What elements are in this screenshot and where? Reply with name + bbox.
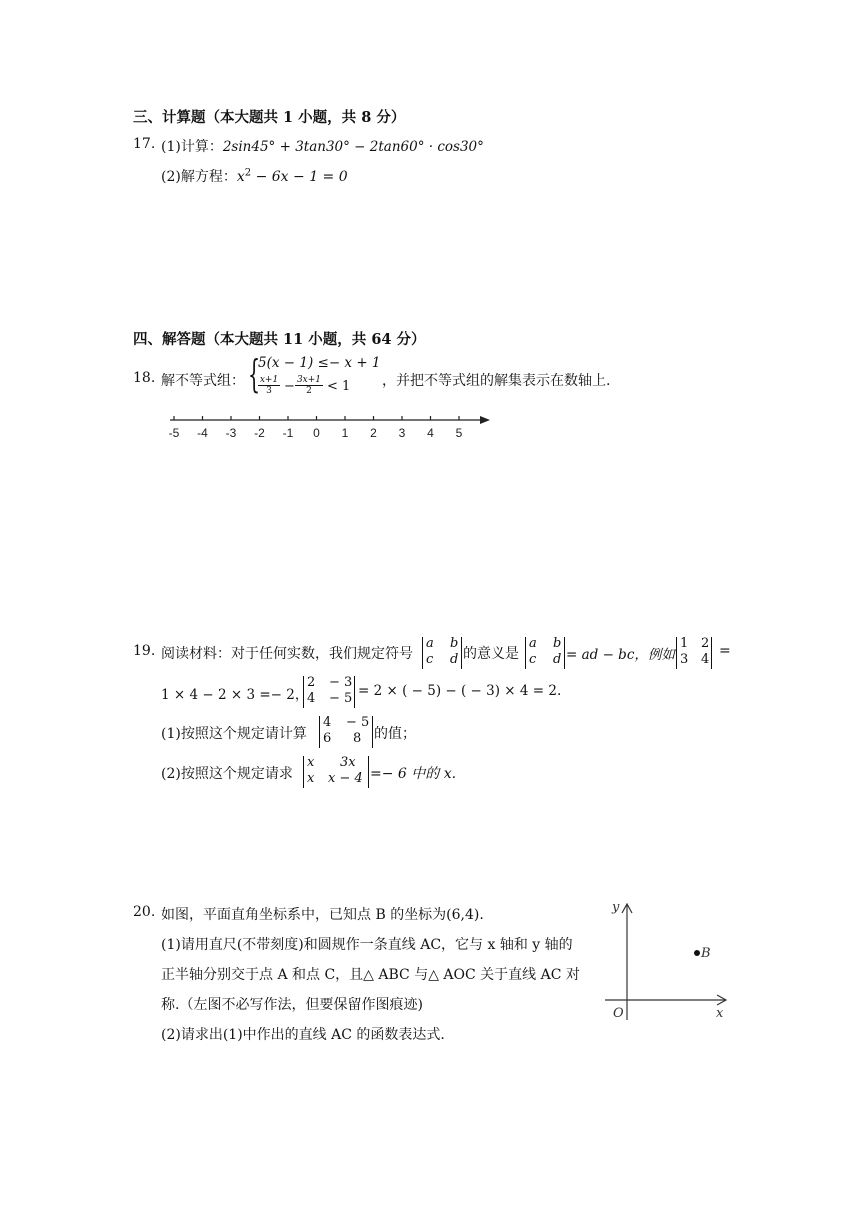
ex-b: 2: [701, 636, 710, 651]
section-4-header: 四、解答题（本大题共 11 小题，共 64 分）: [133, 331, 426, 348]
ex-a: 1: [680, 636, 689, 651]
q20-line4: 称.（左图不必写作法，但要保留作图痕迹): [161, 997, 423, 1013]
number-line-tick-label: -4: [197, 426, 208, 440]
q19-example2-det: [303, 676, 355, 708]
ex2-d: − 5: [329, 691, 353, 706]
q18-inequality-1: 5(x − 1) ≤− x + 1: [258, 355, 381, 371]
p1-d: 8: [353, 731, 362, 746]
q19-line1-text-b: 的意义是: [463, 646, 519, 662]
q17-part1-label: (1)计算：: [161, 139, 223, 155]
q19-line1-end: =: [719, 643, 731, 659]
q19-part1-text-a: (1)按照这个规定请计算: [161, 726, 307, 742]
number-line-arrow: [480, 416, 490, 424]
def-c: c: [529, 652, 537, 667]
q20-line1: 如图，平面直角坐标系中，已知点 B 的坐标为(6,4).: [161, 907, 484, 923]
p2-d: x − 4: [328, 771, 363, 786]
q17-part2-exponent: 2: [244, 167, 252, 179]
q18-minus: −: [284, 379, 295, 394]
def-d: d: [553, 652, 562, 667]
p2-a: x: [307, 755, 315, 770]
number-line-tick-label: -5: [168, 426, 180, 440]
q20-line2: (1)请用直尺(不带刻度)和圆规作一条直线 AC，它与 x 轴和 y 轴的: [161, 937, 573, 953]
q18-fraction-1: [258, 375, 280, 396]
p1-a: 4: [323, 715, 332, 730]
ex2-a: 2: [307, 675, 316, 690]
y-axis-label: y: [612, 900, 620, 915]
q17-part2: [161, 166, 348, 186]
q17-part2-rest: − 6x − 1 = 0: [251, 169, 348, 185]
q19-definition-det: [525, 637, 565, 669]
q18-fraction-2-numerator: 3x+1: [296, 375, 322, 385]
number-line-tick-label: -2: [254, 426, 265, 440]
q20-line3: 正半轴分别交于点 A 和点 C，且△ ABC 与△ AOC 关于直线 AC 对: [161, 967, 580, 983]
q18-number-line: [160, 410, 500, 440]
q19-part2-text-b: =− 6 中的 x.: [370, 766, 457, 782]
number-line-tick-label: 1: [341, 426, 349, 440]
q19-line1-text-c: = ad − bc，例如: [566, 647, 675, 663]
q17-part2-label: (2)解方程：: [161, 169, 237, 185]
q19-line1-text-a: 阅读材料：对于任何实数，我们规定符号: [161, 646, 413, 662]
number-line-tick-label: 4: [427, 426, 434, 440]
p2-c: x: [307, 771, 315, 786]
ex-c: 3: [680, 652, 689, 667]
q18-fraction-1-denominator: 3: [266, 386, 272, 396]
p2-b: 3x: [340, 755, 356, 770]
q18-inequality-2-tail: < 1: [327, 379, 351, 394]
x-axis-label: x: [716, 1006, 724, 1021]
ex2-c: 4: [307, 691, 316, 706]
number-line-tick-label: 0: [313, 426, 320, 440]
number-line-tick-label: -1: [282, 426, 294, 440]
q19-example-det: [676, 637, 712, 669]
q19-part2-det: [303, 756, 369, 788]
q17-number: 17.: [133, 136, 156, 152]
q19-part1-det: [319, 716, 373, 748]
q18-fraction-1-numerator: x+1: [259, 375, 279, 385]
q18-lead: 解不等式组：: [161, 373, 245, 389]
q20-coordinate-figure: [600, 895, 740, 1025]
q17-part1: [161, 136, 484, 156]
det-c: c: [426, 652, 434, 667]
q19-part1-text-b: 的值；: [374, 726, 416, 742]
number-line-tick-label: -3: [225, 426, 237, 440]
det-d: d: [450, 652, 459, 667]
q18-fraction-2-denominator: 2: [306, 386, 312, 396]
det-b: b: [450, 636, 459, 651]
ex-d: 4: [701, 652, 710, 667]
q19-line2-text-b: = 2 × ( − 5) − ( − 3) × 4 = 2.: [358, 683, 562, 699]
number-line-tick-label: 2: [370, 426, 377, 440]
origin-label: O: [613, 1006, 624, 1021]
p1-b: − 5: [346, 715, 370, 730]
q19-number: 19.: [133, 643, 156, 659]
q19-symbol-det: [422, 637, 462, 669]
q20-number: 20.: [133, 904, 156, 920]
p1-c: 6: [323, 731, 332, 746]
q18-number: 18.: [133, 370, 156, 386]
q17-part1-expression: 2sin45° + 3tan30° − 2tan60° · cos30°: [222, 139, 484, 155]
q17-part2-x: x: [236, 169, 245, 185]
section-3-header: 三、计算题（本大题共 1 小题，共 8 分）: [133, 109, 406, 126]
q19-part2-text-a: (2)按照这个规定请求: [161, 766, 293, 782]
ex2-b: − 3: [329, 675, 353, 690]
q18-brace: {: [248, 352, 261, 396]
q19-line2-text-a: 1 × 4 − 2 × 3 =− 2，: [161, 687, 309, 703]
det-a: a: [426, 636, 434, 651]
def-a: a: [529, 636, 537, 651]
def-b: b: [553, 636, 562, 651]
q18-fraction-2: [295, 375, 323, 396]
number-line-tick-label: 5: [455, 426, 463, 440]
q18-trailing-text: ，并把不等式组的解集表示在数轴上.: [382, 373, 611, 389]
point-b: [694, 950, 700, 956]
q20-line5: (2)请求出(1)中作出的直线 AC 的函数表达式.: [161, 1027, 445, 1043]
point-b-label: B: [701, 946, 711, 961]
number-line-tick-label: 3: [398, 426, 406, 440]
